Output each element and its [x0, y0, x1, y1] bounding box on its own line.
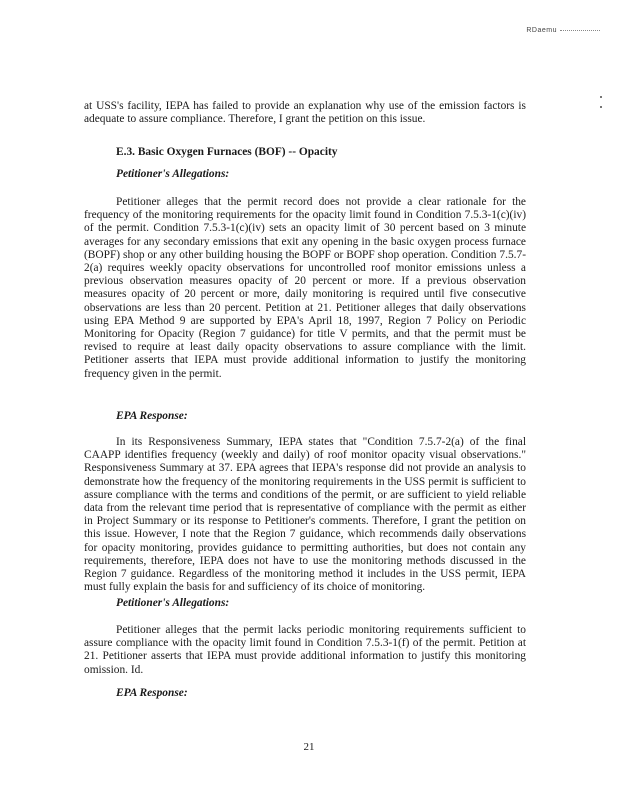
header-mark [526, 27, 600, 34]
header-mark-text: RDaemu [526, 27, 557, 34]
epa-response-paragraph: In its Responsiveness Summary, IEPA states that "Condition 7.5.7-2(a) of the final CAAPP identifies frequency (weekly and daily) of roof monitor opacity visual observations." Responsiveness Summary at 37. EPA agrees that IEPA's response did not provide an analysis to demonstrate how the frequency of the monitoring requirements in the USS permit is sufficient to assure compliance with the terms and conditions of the permit, or are sufficient to yield reliable data from the relevant time period that is representative of compliance with the permit as either in Project Summary or its response to Petitioner's comments. Therefore, I grant the petition on this issue. However, I note that the Region 7 guidance, which recommends daily observations for opacity monitoring, provides guidance to permitting authorities, but does not contain any requirements, therefore, IEPA does not have to use the monitoring methods discussed in the Region 7 guidance. Regardless of the monitoring method it includes in the USS permit, IEPA must fully explain the basis for and sufficiency of its choice of monitoring. [84, 436, 526, 594]
petitioner-allegations-heading: Petitioner's Allegations: [116, 168, 230, 180]
petitioner-allegations-heading-2: Petitioner's Allegations: [116, 597, 230, 609]
section-heading: E.3. Basic Oxygen Furnaces (BOF) -- Opacity [116, 146, 338, 158]
epa-response-heading-2: EPA Response: [116, 687, 188, 699]
continuation-paragraph: at USS's facility, IEPA has failed to provide an explanation why use of the emission factors is adequate to assure compliance. Therefore, I grant the petition on this issue. [84, 100, 526, 126]
margin-mark [600, 96, 602, 98]
petitioner-allegations-paragraph: Petitioner alleges that the permit record does not provide a clear rationale for the frequency of the monitoring requirements for the opacity limit found in Condition 7.5.3-1(c)(iv) of the permit. Condition 7.5.3-1(c)(iv) sets an opacity limit of 30 percent based on 3 minute averages for any secondary emissions that exit any opening in the basic oxygen process furnace (BOPF) shop or any other building housing the BOPF or BOPF shop operation. Condition 7.5.7-2(a) requires weekly opacity observations for uncontrolled roof monitor emissions unless a previous observation measures opacity of 20 percent or more. If a previous observation measures opacity of 20 percent or more, daily monitoring is required until five consecutive observations are less than 20 percent. Petition at 21. Petitioner alleges that daily observations using EPA Method 9 are supported by EPA's April 18, 1997, Region 7 Policy on Periodic Monitoring for Opacity (Region 7 guidance) for title V permits, and that the permit must be revised to require at least daily opacity observations to assure compliance with the limit. Petitioner asserts that IEPA must provide additional information to justify the monitoring frequency given in the permit. [84, 196, 526, 380]
header-dots [560, 30, 600, 31]
margin-mark [600, 106, 602, 108]
page-number: 21 [303, 741, 315, 753]
petitioner-allegations-paragraph-2: Petitioner alleges that the permit lacks periodic monitoring requirements sufficient to assure compliance with the opacity limit found in Condition 7.5.3-1(f) of the permit. Petition at 21. Petitioner asserts that IEPA must provide additional information to justify this monitoring omission. Id. [84, 624, 526, 676]
epa-response-heading: EPA Response: [116, 410, 188, 422]
